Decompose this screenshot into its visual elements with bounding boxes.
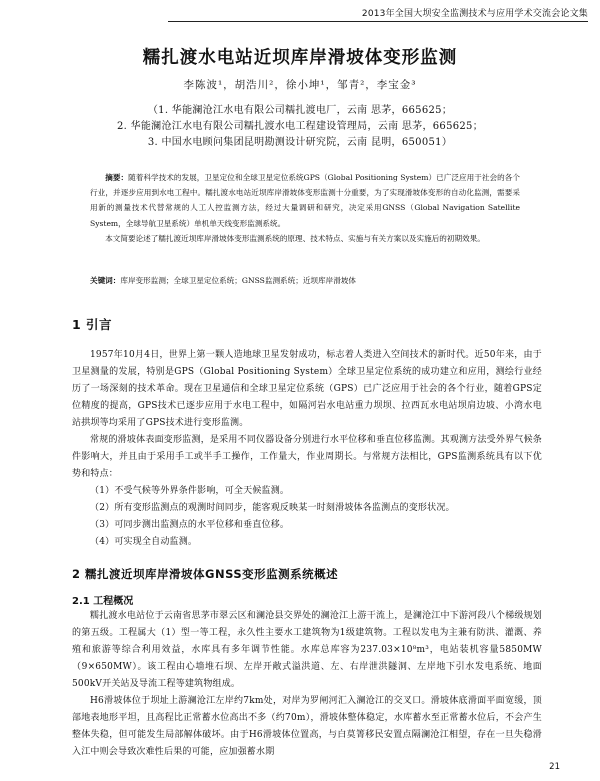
running-header: 2013年全国大坝安全监测技术与应用学术交流会论文集: [168, 6, 588, 22]
list-item: （2）所有变形监测点的观测时间同步，能客观反映某一时刻滑坡体各监测点的变形状况。: [90, 503, 455, 513]
section-2-1-heading: 2.1 工程概况: [72, 596, 134, 607]
abstract-paragraph-2: 本文简要论述了糯扎渡近坝库岸滑坡体变形监测系统的原理、技术特点、实施与有关方案以及实施后的初期效果。: [105, 233, 485, 243]
keywords-label: 关键词：: [90, 276, 121, 285]
list-item: （4）可实现全自动监测。: [90, 537, 198, 547]
section-2-heading: 2 糯扎渡近坝库岸滑坡体GNSS变形监测系统概述: [72, 567, 339, 581]
abstract-paragraph: [90, 170, 520, 231]
paragraph: 1957年10月4日，世界上第一颗人造地球卫星发射成功，标志着人类进入空间技术的新时代。近50年来，由于卫星测量的发展，特别是GPS（Global Positioning System）全球卫星定位系统的成功建立和应用，测绘行业经历了一场深刻的技术革命。现在卫星通信和全球卫星定位系统（GPS）已广泛应用于社会的各个行业，随着GPS定位精度的提高，GPS技术已逐步应用于水电工程中，如隔河岩水电站重力坝坝、拉西瓦水电站坝肩边坡、小湾水电站拱坝等均采用了GPS技术进行变形监测。: [72, 350, 542, 428]
paragraph: 糯扎渡水电站位于云南省思茅市翠云区和澜沧县交界处的澜沧江上游干流上，是澜沧江中下游河段八个梯级规划的第五级。工程属大（1）型一等工程，永久性主要水工建筑物为1级建筑物。工程以发电为主兼有防洪、灌溉、养殖和旅游等综合利用效益，水库具有多年调节性能。水库总库容为237.03×10⁸m³，电站装机容量5850MW（9×650MW）。该工程由心墙堆石坝、左岸开敞式溢洪道、左、右岸泄洪隧洞、左岸地下引水发电系统、地面500kV开关站及导流工程等建筑物组成。: [72, 611, 542, 689]
abstract-block: [90, 170, 520, 246]
section-1-body: [72, 347, 542, 551]
paragraph: 常规的滑坡体表面变形监测，是采用不同仪器设备分别进行水平位移和垂直位移监测。其观测方法受外界气候条件影响大，并且由于采用手工或半手工操作，工作量大，作业周期长。与常规方法相比，GPS监测系统具有以下优势和特点：: [72, 435, 542, 479]
abstract-label: 摘要：: [105, 173, 129, 182]
keywords-text: 库岸变形监测；全球卫星定位系统；GNSS监测系统；近坝库岸滑坡体: [120, 276, 356, 285]
list-item: （3）可同步测出监测点的水平位移和垂直位移。: [90, 520, 290, 530]
affiliation-1: （1. 华能澜沧江水电有限公司糯扎渡电厂，云南 思茅，665625；: [147, 105, 453, 116]
paper-title: 糯扎渡水电站近坝库岸滑坡体变形监测: [142, 48, 458, 68]
page-number: 21: [549, 762, 560, 772]
abstract-text: 随着科学技术的发展，卫星定位和全球卫星定位系统GPS（Global Positioning System）已广泛应用于社会的各个行业，并逐步应用到水电工程中。糯扎渡水电站近坝库岸滑坡体变形监测十分重要，为了实现滑坡体变形的自动化监测，需要采用新的测量技术代替常规的人工人控监测方法，经过大量调研和研究，决定采用GNSS（Global Navigation Satellite System，全球导航卫星系统）单机单天线变形监测系统。: [90, 173, 521, 228]
paragraph: H6滑坡体位于坝址上游澜沧江左岸约7km处，对岸为罗闸河汇入澜沧江的交叉口。滑坡体底滑面平面宽缓，顶部地表地形平坦，且高程比正常蓄水位高出不多（约70m），滑坡体整体稳定，水库蓄水至正常蓄水位后，不会产生整体失稳，但可能发生局部解体破坏。由于H6滑坡体位置高，与白莫箐移民安置点隔澜沧江相望，存在一旦失稳滑入江中则会导致次难性后果的可能，应加强蓄水期: [72, 696, 542, 757]
keywords-block: [90, 275, 520, 287]
section-1-heading: 1 引言: [72, 317, 113, 332]
affiliation-2: 2. 华能澜沧江水电有限公司糯扎渡水电工程建设管理局，云南 思茅，665625；: [116, 121, 484, 132]
affiliation-3: 3. 中国水电顾问集团昆明勘测设计研究院，云南 昆明，650051）: [147, 137, 453, 148]
section-2-1-body: [72, 608, 542, 761]
list-item: （1）不受气候等外界条件影响，可全天候监测。: [90, 486, 290, 496]
author-list: 李陈波¹，胡浩川²，徐小坤¹，邹青²，李宝金³: [183, 79, 417, 91]
